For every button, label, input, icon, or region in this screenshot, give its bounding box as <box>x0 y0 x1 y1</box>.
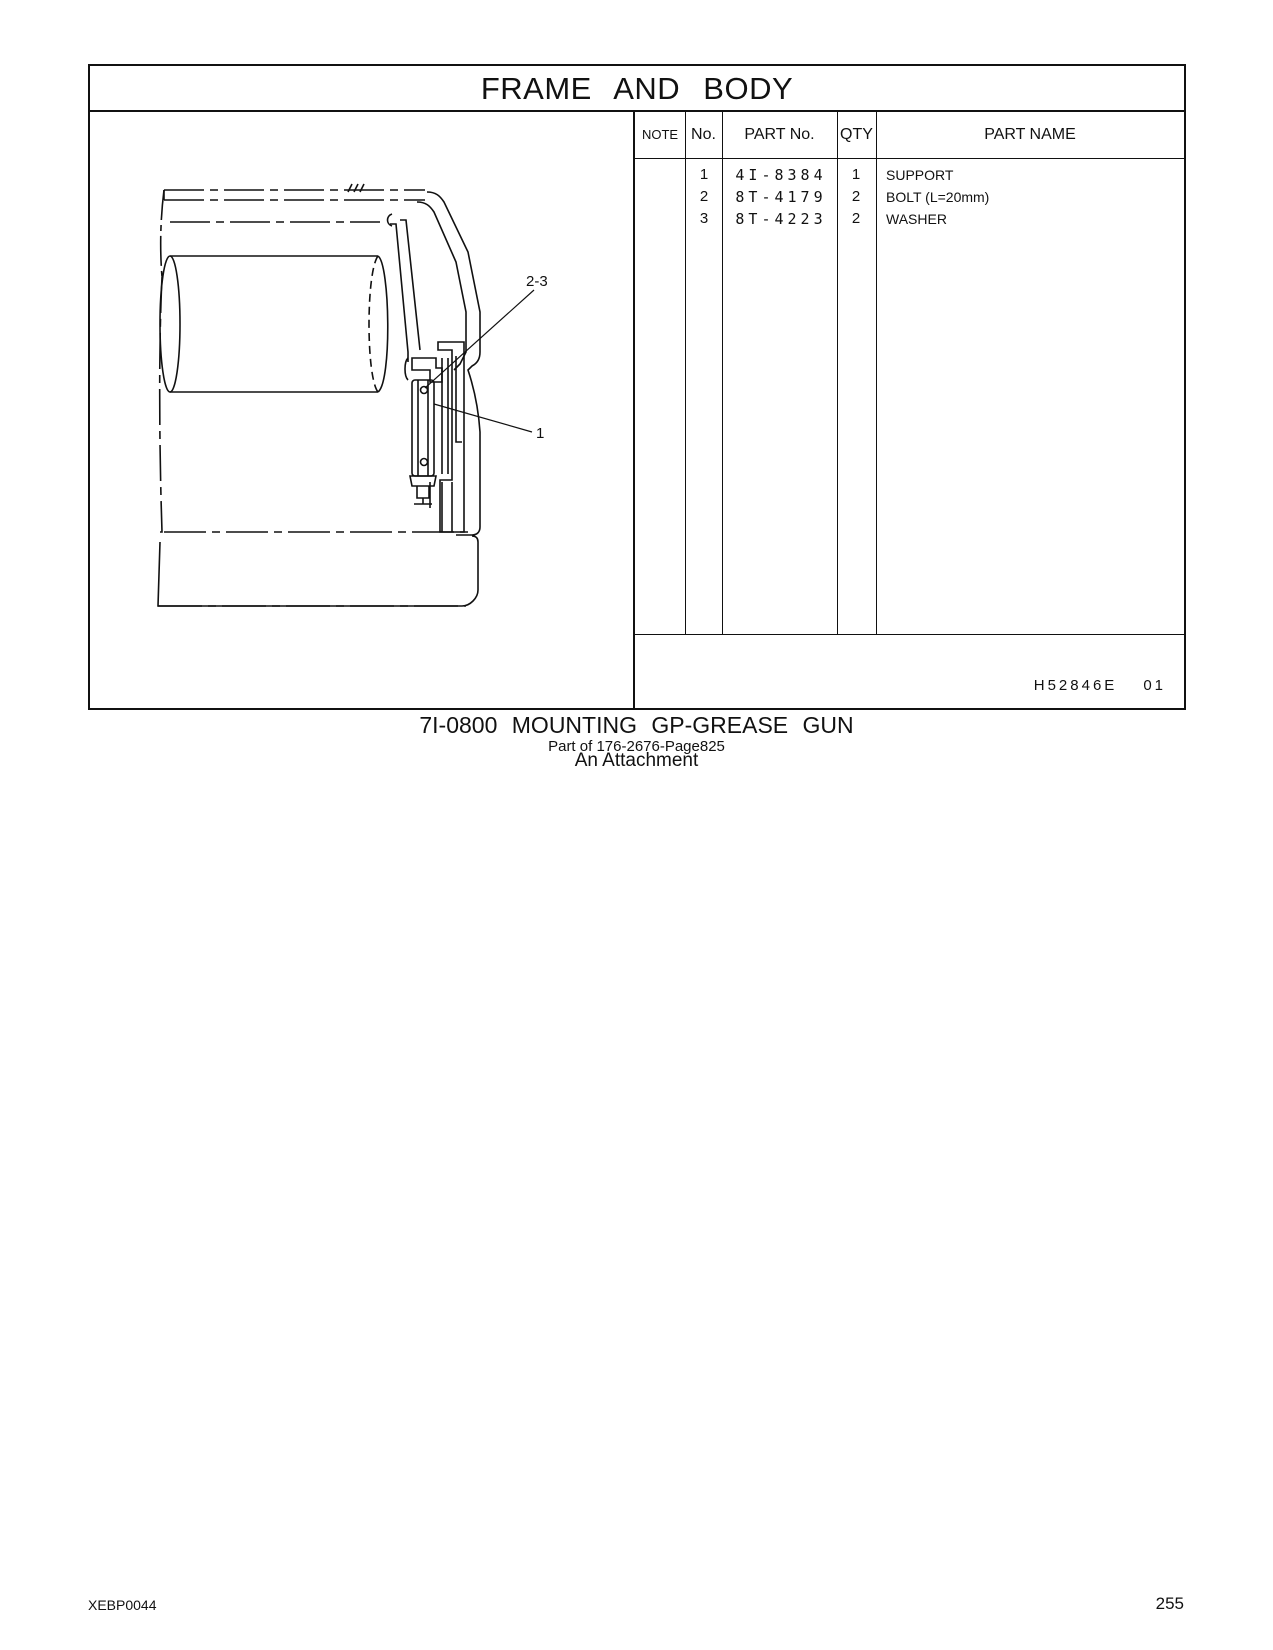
row-1-no: 1 <box>699 166 709 183</box>
section-title: FRAME AND BODY <box>90 66 1184 112</box>
leader-line-2-3 <box>425 290 534 388</box>
caption-part-of: Part of 176-2676-Page825 <box>548 738 725 755</box>
row-2-no: 2 <box>699 188 709 205</box>
row-2-qty: 2 <box>851 188 861 205</box>
grease-gun-mounting-drawing <box>90 112 635 708</box>
caption-attachment: An Attachment <box>574 750 699 771</box>
header-divider <box>635 158 1184 159</box>
header-part-no: PART No. <box>744 126 815 143</box>
footer-doc-code: XEBP0044 <box>88 1597 157 1613</box>
parts-frame <box>88 64 1186 710</box>
header-no: No. <box>691 126 716 143</box>
row-3-part-no: 8T-4223 <box>735 210 827 228</box>
column-divider <box>876 112 877 634</box>
footer-page-number: 255 <box>1155 1594 1184 1613</box>
row-1-qty: 1 <box>851 166 861 183</box>
exploded-view-illustration <box>90 112 635 708</box>
caption-group-title: 7I-0800 MOUNTING GP-GREASE GUN <box>419 712 854 738</box>
row-3-part-name: WASHER <box>886 211 947 227</box>
row-1-part-name: SUPPORT <box>886 167 954 183</box>
row-3-no: 3 <box>699 210 709 227</box>
drawing-ref-sheet: 01 <box>1143 677 1166 694</box>
table-bottom-divider <box>635 634 1184 635</box>
header-qty: QTY <box>840 126 873 143</box>
row-2-part-no: 8T-4179 <box>735 188 827 206</box>
row-2-part-name: BOLT (L=20mm) <box>886 189 990 205</box>
row-3-qty: 2 <box>851 210 861 227</box>
header-note: NOTE <box>641 127 679 142</box>
row-1-part-no: 4I-8384 <box>735 166 827 184</box>
parts-list-table <box>635 112 1184 708</box>
callout-1: 1 <box>536 425 545 442</box>
drawing-reference <box>1034 677 1166 694</box>
drawing-ref-code: H52846E <box>1033 677 1118 694</box>
callout-2-3: 2-3 <box>526 273 548 290</box>
header-part-name: PART NAME <box>984 126 1076 143</box>
